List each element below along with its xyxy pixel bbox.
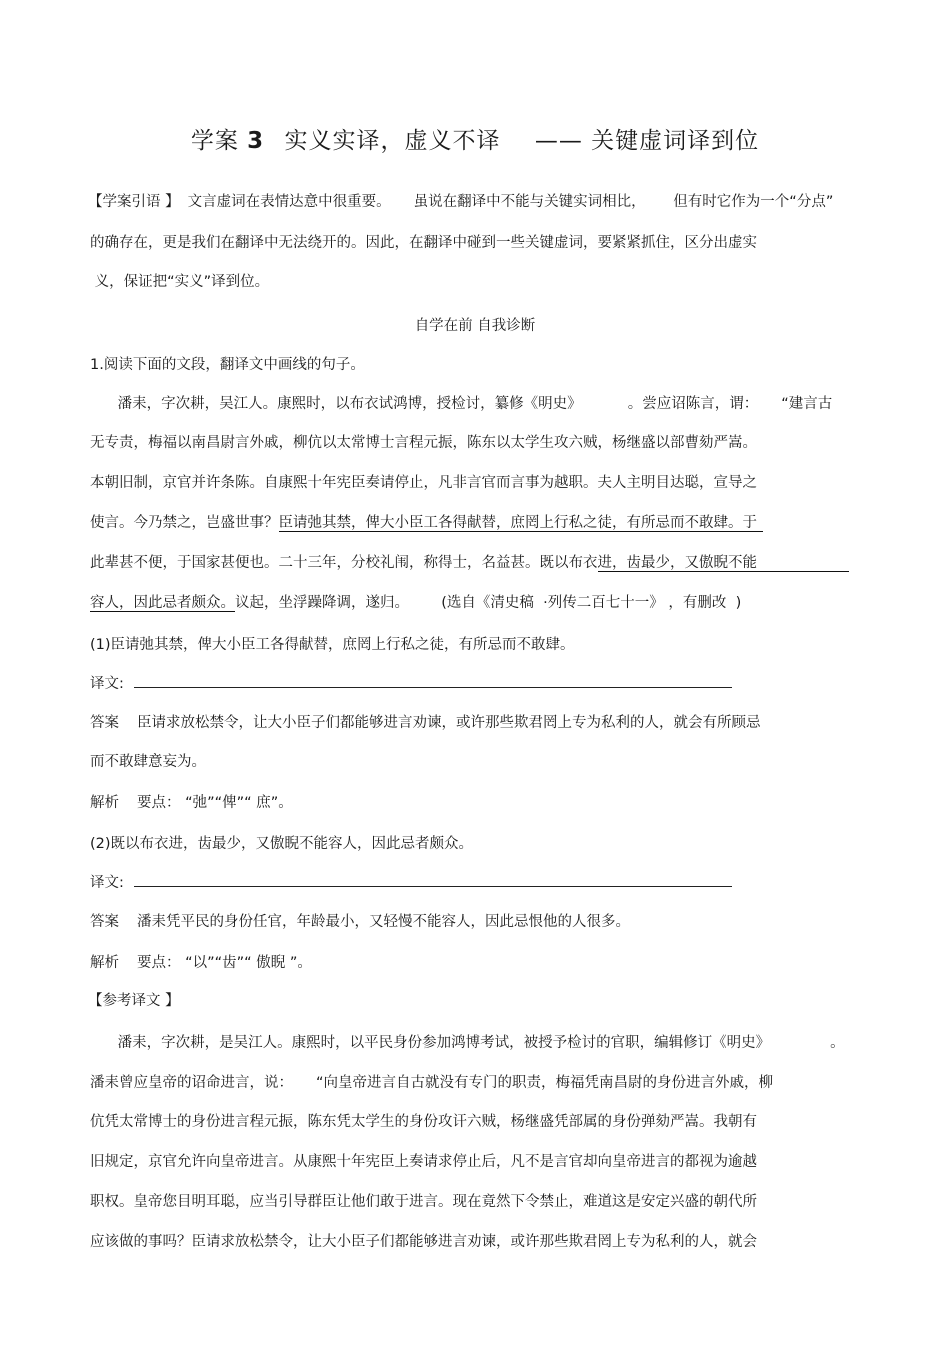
title-prefix: 学案 [190,128,239,154]
intro-line-3: 义，保证把“实义”译到位。 [90,274,270,290]
translation-label: 译文: [90,676,124,692]
reference-line-2: 潘耒曾应皇帝的诏命进言，说： “向皇帝进言自古就没有专门的职责，梅福凭南昌尉的身份进言外戚，柳 [90,1075,774,1091]
item-1-translation [90,674,732,694]
intro-line-1 [88,192,833,212]
item-1-analysis [90,793,293,813]
analysis-label: 解析 [90,795,119,811]
answer-text: 臣请求放松禁令，让大小臣子们都能够进言劝谏，或许那些欺君罔上专为私利的人，就会有所顾忌 [137,715,761,731]
translation-blank[interactable] [134,675,732,688]
passage-line-4 [90,513,763,533]
underlined-sentence-2b: 容人，因此忌者颇众。 [90,595,235,611]
reference-label: 【参考译文 】 [88,993,180,1009]
translation-blank[interactable] [134,874,732,887]
title-sub: 关键虚词译到位 [591,128,760,154]
passage-text-5a: 此辈甚不便，于国家甚便也。二十三年，分校礼闱，称得士，名益甚。既以布衣 [90,555,598,571]
item-1-answer-line-1 [90,713,761,733]
item-2-sentence: (2)既以布衣进，齿最少，又傲睨不能容人，因此忌者颇众。 [90,836,474,852]
item-1-sentence: (1)臣请弛其禁，俾大小臣工各得献替，庶罔上行私之徒，有所忌而不敢肆。 [90,637,575,653]
analysis-label: 解析 [90,955,119,971]
passage-line-5 [90,553,849,573]
title-main: 实义实译，虚义不译 [284,128,501,154]
passage-line-2: 无专责，梅福以南昌尉言外戚，柳伉以太常博士言程元振，陈东以太学生攻六贼，杨继盛以部曹劾严嵩。 [90,435,757,451]
intro-line-2: 的确存在，更是我们在翻译中无法绕开的。因此，在翻译中碰到一些关键虚词，要紧紧抓住，区分出虚实 [90,235,757,251]
analysis-text: 要点： “以”“齿”“ 傲睨 ”。 [137,955,312,971]
title-number: 3 [247,128,265,154]
reference-line-6: 应该做的事吗？臣请求放松禁令，让大小臣子们都能够进言劝谏，或许那些欺君罔上专为私利的人，就会 [90,1234,757,1250]
passage-line-1: 潘耒，字次耕，吴江人。康熙时，以布衣试鸿博，授检讨，纂修《明史》 。尝应诏陈言，谓： “建言古 [90,396,833,412]
passage-text-6b: 议起，坐浮躁降调，遂归。 (选自《清史稿 ·列传二百七十一》 ，有删改 ) [235,595,742,611]
passage-line-3: 本朝旧制，京官并许条陈。自康熙十年宪臣奏请停止，凡非言官而言事为越职。夫人主明目达聪，宣导之 [90,475,757,491]
answer-label: 答案 [90,715,119,731]
analysis-text: 要点： “弛”“俾”“ 庶”。 [137,795,293,811]
question-prompt: 1.阅读下面的文段，翻译文中画线的句子。 [90,357,365,373]
item-2-analysis [90,953,312,973]
reference-line-5: 职权。皇帝您目明耳聪，应当引导群臣让他们敢于进言。现在竟然下令禁止，难道这是安定兴盛的朝代所 [90,1194,757,1210]
item-1-answer-line-2: 而不敢肆意妄为。 [90,754,206,770]
section-heading: 自学在前 自我诊断 [414,318,536,334]
title-dash: —— [534,128,583,154]
reference-line-3: 伉凭太常博士的身份进言程元振，陈东凭太学生的身份攻讦六贼，杨继盛凭部属的身份弹劾严嵩。我朝有 [90,1114,757,1130]
underlined-sentence-1a: 臣请弛其禁，俾大小臣工各得献替，庶罔上行私之徒，有所忌而不敢肆。于 [279,515,764,532]
page-title [0,122,950,155]
underlined-sentence-2a: 进，齿最少，又傲睨不能 [598,555,850,572]
answer-label: 答案 [90,914,119,930]
item-2-translation [90,873,732,893]
intro-text-1: 文言虚词在表情达意中很重要。 虽说在翻译中不能与关键实词相比， 但有时它作为一个“分点” [187,194,834,210]
passage-line-6 [90,593,741,613]
reference-line-4: 旧规定，京官允许向皇帝进言。从康熙十年宪臣上奏请求停止后，凡不是言官却向皇帝进言的都视为逾越 [90,1154,757,1170]
intro-label: 【学案引语 】 [88,194,180,210]
translation-label: 译文: [90,875,124,891]
passage-text-4a: 使言。今乃禁之，岂盛世事？ [90,515,279,531]
item-2-answer [90,912,630,932]
answer-text: 潘耒凭平民的身份任官，年龄最小，又轻慢不能容人，因此忌恨他的人很多。 [137,914,630,930]
reference-line-1: 潘耒，字次耕，是吴江人。康熙时，以平民身份参加鸿博考试，被授予检讨的官职，编辑修订《明史》 。 [90,1035,845,1051]
